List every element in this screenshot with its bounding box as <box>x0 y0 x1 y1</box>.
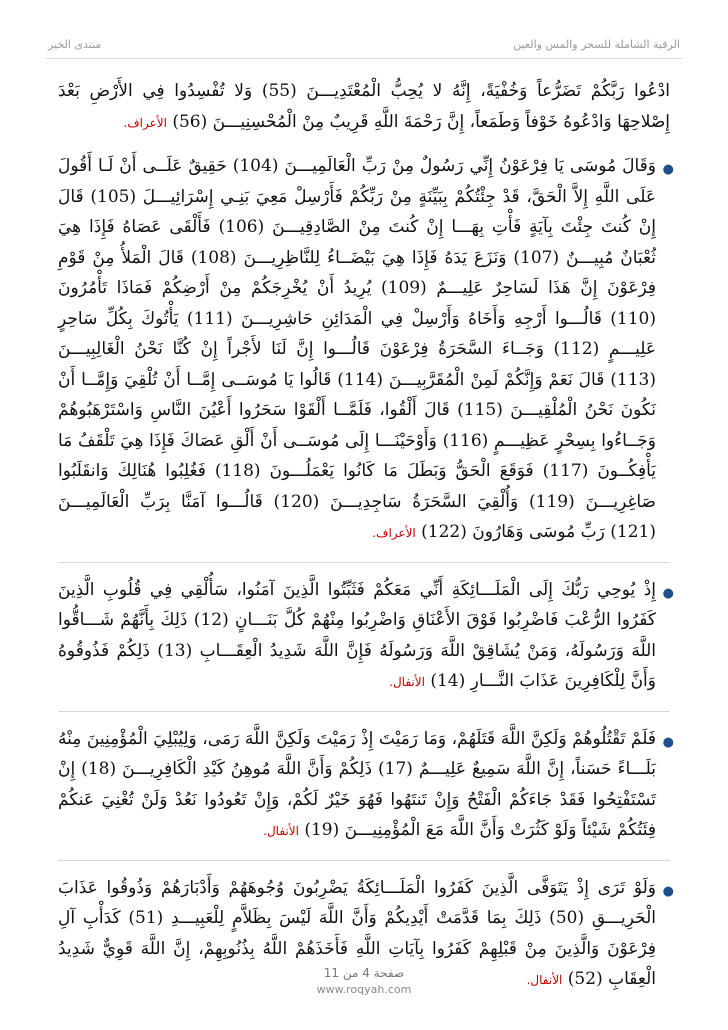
page-number: صفحة 4 من 11 <box>323 966 405 980</box>
header-divider <box>45 58 683 59</box>
verse-block-1 <box>58 76 670 138</box>
verse-paragraph <box>58 151 656 549</box>
verse-text: إِذْ يُوحِي رَبُّكَ إِلَى الْمَلَـــائِكَةِ أَنِّي مَعَكُمْ فَثَبِّتُوا الَّذِينَ آمَنُوا، سَأُلْقِي فِي قُلُوبِ الَّذِينَ كَفَرُوا الرُّعْبَ فَاضْرِبُوا فَوْقَ الأَعْنَاقِ وَاضْرِبُوا مِنْهُمْ كُلَّ بَنَـــانٍ (12) ذَلِكَ بِأَنَّهُمْ شَـــاقُّوا اللَّهَ وَرَسُولَهُ، وَمَنْ يُشَاقِقْ اللَّهَ وَرَسُولَهُ فَإِنَّ اللَّهَ شَدِيدُ الْعِقَـــابِ (13) ذَلِكُمْ فَذُوقُوهُ وَأَنَّ لِلْكَافِرِينَ عَذَابَ النَّـــارِ (14) <box>58 579 657 691</box>
verse-block-3 <box>58 575 674 698</box>
verse-text: وَقَالَ مُوسَى يَا فِرْعَوْنُ إِنِّي رَسُولٌ مِنْ رَبِّ الْعَالَمِيـــنَ (104) حَقِيقٌ عَلَــى أَنْ لَـا أَقُولَ عَلَى اللَّهِ إِلاَّ الْحَقَّ، قَدْ جِئْتُكُمْ بِبَيِّنَةٍ مِنْ رَبِّكُمْ فَأَرْسِلْ مَعِيَ بَنِـي إِسْرَائِيـــلَ (105) قَالَ إِنْ كُنتَ جِئْتَ بِآيَةٍ فَأْتِ بِهَـــا إِنْ كُنتَ مِنْ الصَّادِقِيـــنَ (106) فَأَلْقَى عَصَاهُ فَإِذَا هِيَ ثُعْبَانٌ مُبِيـــنٌ (107) وَنَزَعَ يَدَهُ فَإِذَا هِيَ بَيْضَــاءُ لِلنَّاظِرِيـــنَ (108) قَالَ الْمَلأُ مِنْ قَوْمِ فِرْعَوْنَ إِنَّ هَذَا لَسَاحِرٌ عَلِيـــمٌ (109) يُرِيدُ أَنْ يُخْرِجَكُمْ مِنْ أَرْضِكُمْ فَمَاذَا تَأْمُرُونَ (110) قَالُـــوا أَرْجِهِ وَأَخَاهُ وَأَرْسِلْ فِي الْمَدَائِنِ حَاشِرِيـــنَ (111) يَأْتُوكَ بِكُلِّ سَاحِرٍ عَلِيـــمٍ (112) وَجَــاءَ السَّحَرَةُ فِرْعَوْنَ قَالُـــوا إِنَّ لَنَا لأَجْراً إِنْ كُنَّا نَحْنُ الْغَالِبِيـــنَ (113) قَالَ نَعَمْ وَإِنَّكُمْ لَمِنْ الْمُقَرَّبِيـــنَ (114) قَالُوا يَا مُوسَــى إِمَّــا أَنْ تُلْقِيَ وَإِمَّــا أَنْ نَكُونَ نَحْنُ الْمُلْقِيـــنَ (115) قَالَ أَلْقُوا، فَلَمَّــا أَلْقَوْا سَحَرُوا أَعْيُنَ النَّاسِ وَاسْتَرْهَبُوهُمْ وَجَــاءُوا بِسِحْرٍ عَظِيـــمٍ (116) وَأَوْحَيْنَـــا إِلَى مُوسَــى أَنْ أَلْقِ عَصَاكَ فَإِذَا هِيَ تَلْقَفُ مَا يَأْفِكُــونَ (117) فَوَقَعَ الْحَقُّ وَبَطَلَ مَا كَانُوا يَعْمَلُـــونَ (118) فَغُلِبُوا هُنَالِكَ وَانقَلَبُوا صَاغِرِيـــنَ (119) وَأُلْقِيَ السَّحَرَةُ سَاجِدِيـــنَ (120) قَالُـــوا آمَنَّا بِرَبِّ الْعَالَمِيـــنَ (121) رَبِّ مُوسَى وَهَارُونَ (122) <box>58 156 657 542</box>
verse-paragraph <box>58 724 656 847</box>
verse-block-2 <box>58 151 674 549</box>
bullet-icon: ● <box>662 585 674 601</box>
verse-paragraph <box>58 575 656 698</box>
verses-content <box>58 76 674 1009</box>
verse-paragraph <box>58 76 670 138</box>
verse-text: فَلَمْ تَقْتُلُوهُمْ وَلَكِنَّ اللَّهَ قَتَلَهُمْ، وَمَا رَمَيْتَ إِذْ رَمَيْتَ وَلَكِنَّ اللَّهَ رَمَى، وَلِيُبْلِيَ الْمُؤْمِنِينَ مِنْهُ بَلَـــاءً حَسَناً، إِنَّ اللَّهَ سَمِيعٌ عَلِيـــمٌ (17) ذَلِكُمْ وَأَنَّ اللَّهَ مُوهِنُ كَيْدِ الْكَافِرِيـــنَ (18) إِنْ تَسْتَفْتِحُوا فَقَدْ جَاءَكُمْ الْفَتْحُ وَإِنْ تَنتَهُوا فَهُوَ خَيْرٌ لَكُمْ، وَإِنْ تَعُودُوا نَعُدْ وَلَنْ تُغْنِيَ عَنكُمْ فِئَتُكُمْ شَيْئاً وَلَوْ كَثُرَتْ وَأَنَّ اللَّهَ مَعَ الْمُؤْمِنِيـــنَ (19) <box>58 728 656 840</box>
section-divider <box>58 860 670 861</box>
verse-text: وَلَوْ تَرَى إِذْ يَتَوَفَّى الَّذِينَ كَفَرُوا الْمَلَـــائِكَةُ يَضْرِبُونَ وُجُوهَهُمْ وَأَدْبَارَهُمْ وَذُوقُوا عَذَابَ الْحَرِيـــقِ (50) ذَلِكَ بِمَا قَدَّمَتْ أَيْدِيكُمْ وَأَنَّ اللَّهَ لَيْسَ بِظَلاَّمٍ لِلْعَبِيـــدِ (51) كَدَأْبِ آلِ فِرْعَوْنَ وَالَّذِينَ مِنْ قَبْلِهِمْ كَفَرُوا بِآيَاتِ اللَّهِ فَأَخَذَهُمْ اللَّهُ بِذُنُوبِهِمْ، إِنَّ اللَّهَ قَوِيٌّ شَدِيدُ الْعِقَابِ (52) <box>58 877 656 989</box>
page-footer <box>0 966 728 996</box>
bullet-icon: ● <box>662 734 674 750</box>
website-url: www.roqyah.com <box>316 983 412 996</box>
surah-source-label: الأعراف. <box>123 115 167 130</box>
section-divider <box>58 562 670 563</box>
bullet-icon: ● <box>662 162 674 177</box>
surah-source-label: الأنفال. <box>263 824 299 838</box>
verse-text: ادْعُوا رَبَّكُمْ تَضَرُّعاً وَخُفْيَةً، إِنَّهُ لا يُحِبُّ الْمُعْتَدِيـــنَ (55) وَلا تُفْسِدُوا فِي الأَرْضِ بَعْدَ إِصْلاحِهَا وَادْعُوهُ خَوْفاً وَطَمَعاً، إِنَّ رَحْمَةَ اللَّهِ قَرِيبٌ مِنْ الْمُحْسِنِيـــنَ (56) <box>58 81 670 132</box>
surah-source-label: الأعراف. <box>372 526 416 540</box>
surah-source-label: الأنفال. <box>526 973 563 987</box>
header-left-forum-name: منتدى الخير <box>48 38 102 51</box>
header-right-book-title: الرقية الشاملة للسحر والمس والعين <box>513 38 680 51</box>
verse-block-4 <box>58 724 674 847</box>
bullet-icon: ● <box>662 883 674 899</box>
surah-source-label: الأنفال. <box>389 675 425 689</box>
section-divider <box>58 711 670 712</box>
